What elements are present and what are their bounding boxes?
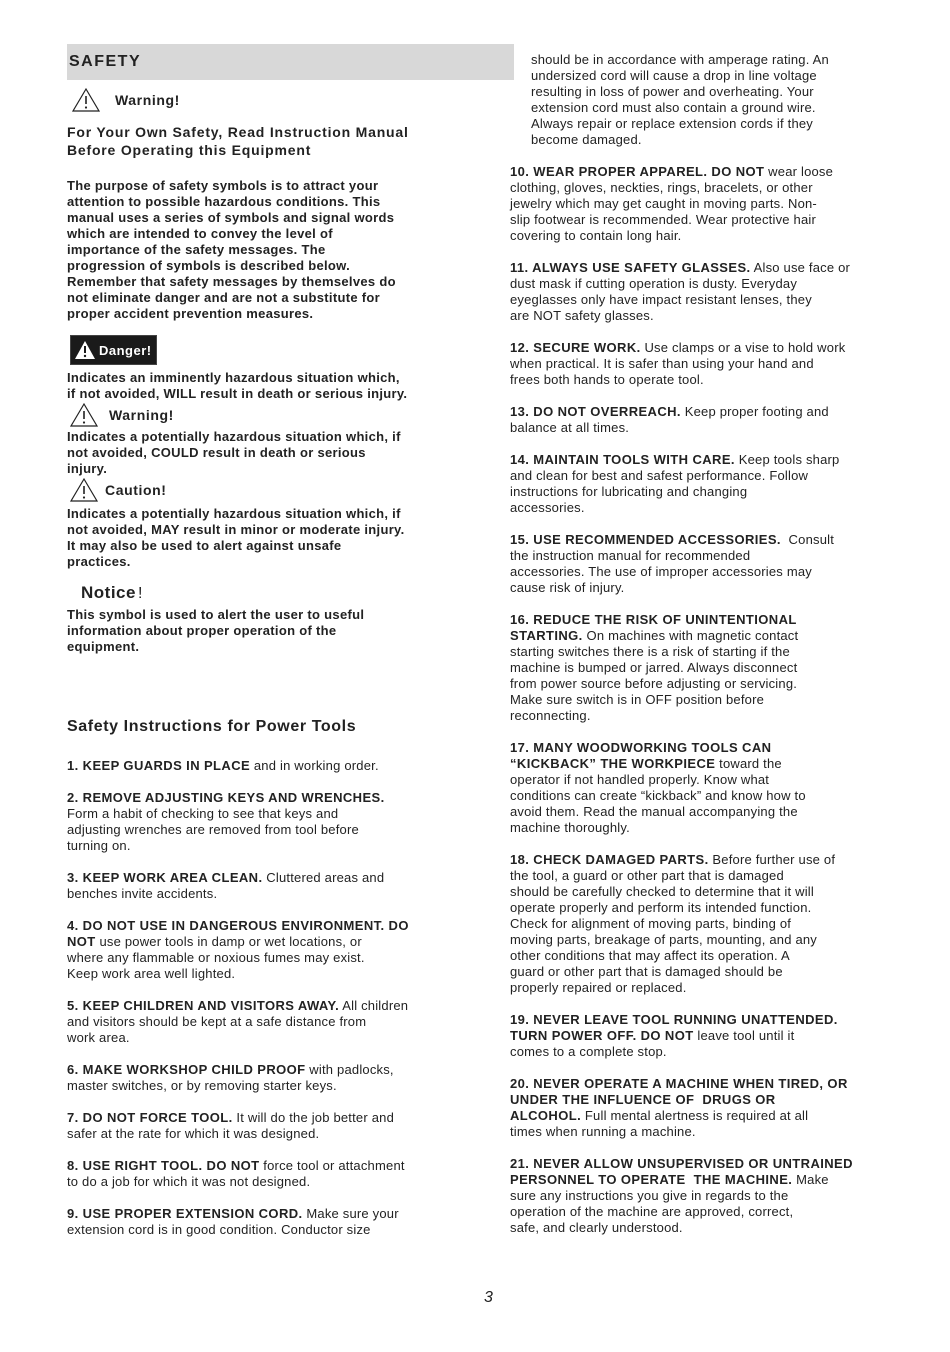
- list-item: 11. ALWAYS USE SAFETY GLASSES. Also use face or dust mask if cutting operation is dusty. Everyday eyeglasses only have impact resistant lenses, they are NOT safety glasses.: [510, 260, 851, 323]
- caution-row: [69, 477, 517, 503]
- danger-label: Danger!: [99, 342, 152, 358]
- list-item: 13. DO NOT OVERREACH. Keep proper footing and balance at all times.: [510, 404, 829, 435]
- list-item: 20. NEVER OPERATE A MACHINE WHEN TIRED, OR UNDER THE INFLUENCE OF DRUGS OR ALCOHOL. Full mental alertness is required at all times when running a machine.: [510, 1076, 848, 1139]
- danger-triangle-icon: [74, 340, 96, 360]
- warning-label: Warning!: [115, 92, 180, 108]
- power-tools-heading: Safety Instructions for Power Tools: [67, 718, 357, 735]
- list-item: 8. USE RIGHT TOOL. DO NOT force tool or attachment to do a job for which it was not designed.: [67, 1158, 405, 1189]
- left-column: [67, 44, 517, 1238]
- left-instruction-list: [67, 758, 517, 1238]
- notice-description: This symbol is used to alert the user to useful information about proper operation of the equipment.: [67, 607, 365, 654]
- danger-description: Indicates an imminently hazardous situation which, if not avoided, WILL result in death or serious injury.: [67, 370, 408, 401]
- warning-row: [69, 402, 517, 428]
- list-item: 6. MAKE WORKSHOP CHILD PROOF with padlocks, master switches, or by removing starter keys.: [67, 1062, 394, 1093]
- list-item: 3. KEEP WORK AREA CLEAN. Cluttered areas and benches invite accidents.: [67, 870, 385, 901]
- notice-mark: !: [137, 585, 143, 602]
- own-safety-heading: For Your Own Safety, Read Instruction Manual Before Operating this Equipment: [67, 124, 409, 158]
- warning-label-2: Warning!: [109, 407, 174, 423]
- list-item: 1. KEEP GUARDS IN PLACE and in working order.: [67, 758, 379, 773]
- list-item: 10. WEAR PROPER APPAREL. DO NOT wear loose clothing, gloves, neckties, rings, bracelets, or other jewelry which may get caught in moving parts. Non- slip footwear is recommended. Wear protective hair covering to contain long hair.: [510, 164, 834, 243]
- page-number: 3: [484, 1289, 493, 1306]
- danger-badge: [70, 335, 157, 365]
- list-item: 4. DO NOT USE IN DANGEROUS ENVIRONMENT. DO NOT use power tools in damp or wet locations, or where any flammable or noxious fumes may exist. Keep work area well lighted.: [67, 918, 409, 981]
- list-item: 9. USE PROPER EXTENSION CORD. Make sure your extension cord is in good condition. Conductor size: [67, 1206, 399, 1237]
- danger-badge-wrap: [70, 335, 517, 365]
- purpose-paragraph: The purpose of safety symbols is to attract your attention to possible hazardous conditions. This manual uses a series of symbols and signal words which are intended to convey the level of importance of the safety messages. The progression of symbols is described below. Remember that safety messages by themselves do not eliminate danger and are not a substitute for proper accident prevention measures.: [67, 178, 396, 321]
- list-item: 5. KEEP CHILDREN AND VISITORS AWAY. All children and visitors should be kept at a safe distance from work area.: [67, 998, 409, 1045]
- notice-label: Notice: [81, 583, 136, 602]
- caution-label: Caution!: [105, 482, 167, 498]
- warning-description: Indicates a potentially hazardous situation which, if not avoided, COULD result in death or serious injury.: [67, 429, 401, 476]
- notice-row: [81, 583, 517, 603]
- caution-description: Indicates a potentially hazardous situation which, if not avoided, MAY result in minor or moderate injury. It may also be used to alert against unsafe practices.: [67, 506, 405, 569]
- list-item: 16. REDUCE THE RISK OF UNINTENTIONAL STARTING. On machines with magnetic contact starting switches there is a risk of starting if the machine is bumped or jarred. Always disconnect from power source before adjusting or servicing. Make sure switch is in OFF position before reconnecting.: [510, 612, 799, 723]
- warning-triangle-icon: [69, 402, 99, 428]
- list-item: 21. NEVER ALLOW UNSUPERVISED OR UNTRAINED PERSONNEL TO OPERATE THE MACHINE. Make sure any instructions you give in regards to the operation of the machine are approved, correct, safe, and clearly understood.: [510, 1156, 853, 1235]
- warning-triangle-icon: [71, 87, 101, 113]
- list-item: 17. MANY WOODWORKING TOOLS CAN “KICKBACK” THE WORKPIECE toward the operator if not handled properly. Know what conditions can create “kickback” and know how to avoid them. Read the manual accompanying the machine thoroughly.: [510, 740, 806, 835]
- list-item: 15. USE RECOMMENDED ACCESSORIES. Consult the instruction manual for recommended accessories. The use of improper accessories may cause risk of injury.: [510, 532, 835, 595]
- section-header: [67, 44, 514, 80]
- list-item: 14. MAINTAIN TOOLS WITH CARE. Keep tools sharp and clean for best and safest performance. Follow instructions for lubricating and changing accessories.: [510, 452, 840, 515]
- extension-cord-continuation: should be in accordance with amperage rating. An undersized cord will cause a drop in line voltage resulting in loss of power and overheating. Your extension cord must also contain a ground wire. Always repair or replace extension cords if they become damaged.: [531, 52, 829, 147]
- list-item: 7. DO NOT FORCE TOOL. It will do the job better and safer at the rate for which it was designed.: [67, 1110, 394, 1141]
- caution-triangle-icon: [69, 477, 99, 503]
- right-column: [510, 52, 900, 1236]
- warning-symbol-row: [71, 87, 517, 113]
- list-item: 2. REMOVE ADJUSTING KEYS AND WRENCHES. Form a habit of checking to see that keys and adjusting wrenches are removed from tool before turning on.: [67, 790, 385, 853]
- list-item: 12. SECURE WORK. Use clamps or a vise to hold work when practical. It is safer than using your hand and frees both hands to operate tool.: [510, 340, 846, 387]
- section-title: SAFETY: [69, 53, 142, 70]
- list-item: 18. CHECK DAMAGED PARTS. Before further use of the tool, a guard or other part that is damaged should be carefully checked to determine that it will operate properly and perform its intended function. Check for alignment of moving parts, binding of moving parts, breakage of parts, mounting, and any other conditions that may affect its operation. A guard or other part that is damaged should be properly repaired or replaced.: [510, 852, 836, 995]
- list-item: 19. NEVER LEAVE TOOL RUNNING UNATTENDED. TURN POWER OFF. DO NOT leave tool until it comes to a complete stop.: [510, 1012, 838, 1059]
